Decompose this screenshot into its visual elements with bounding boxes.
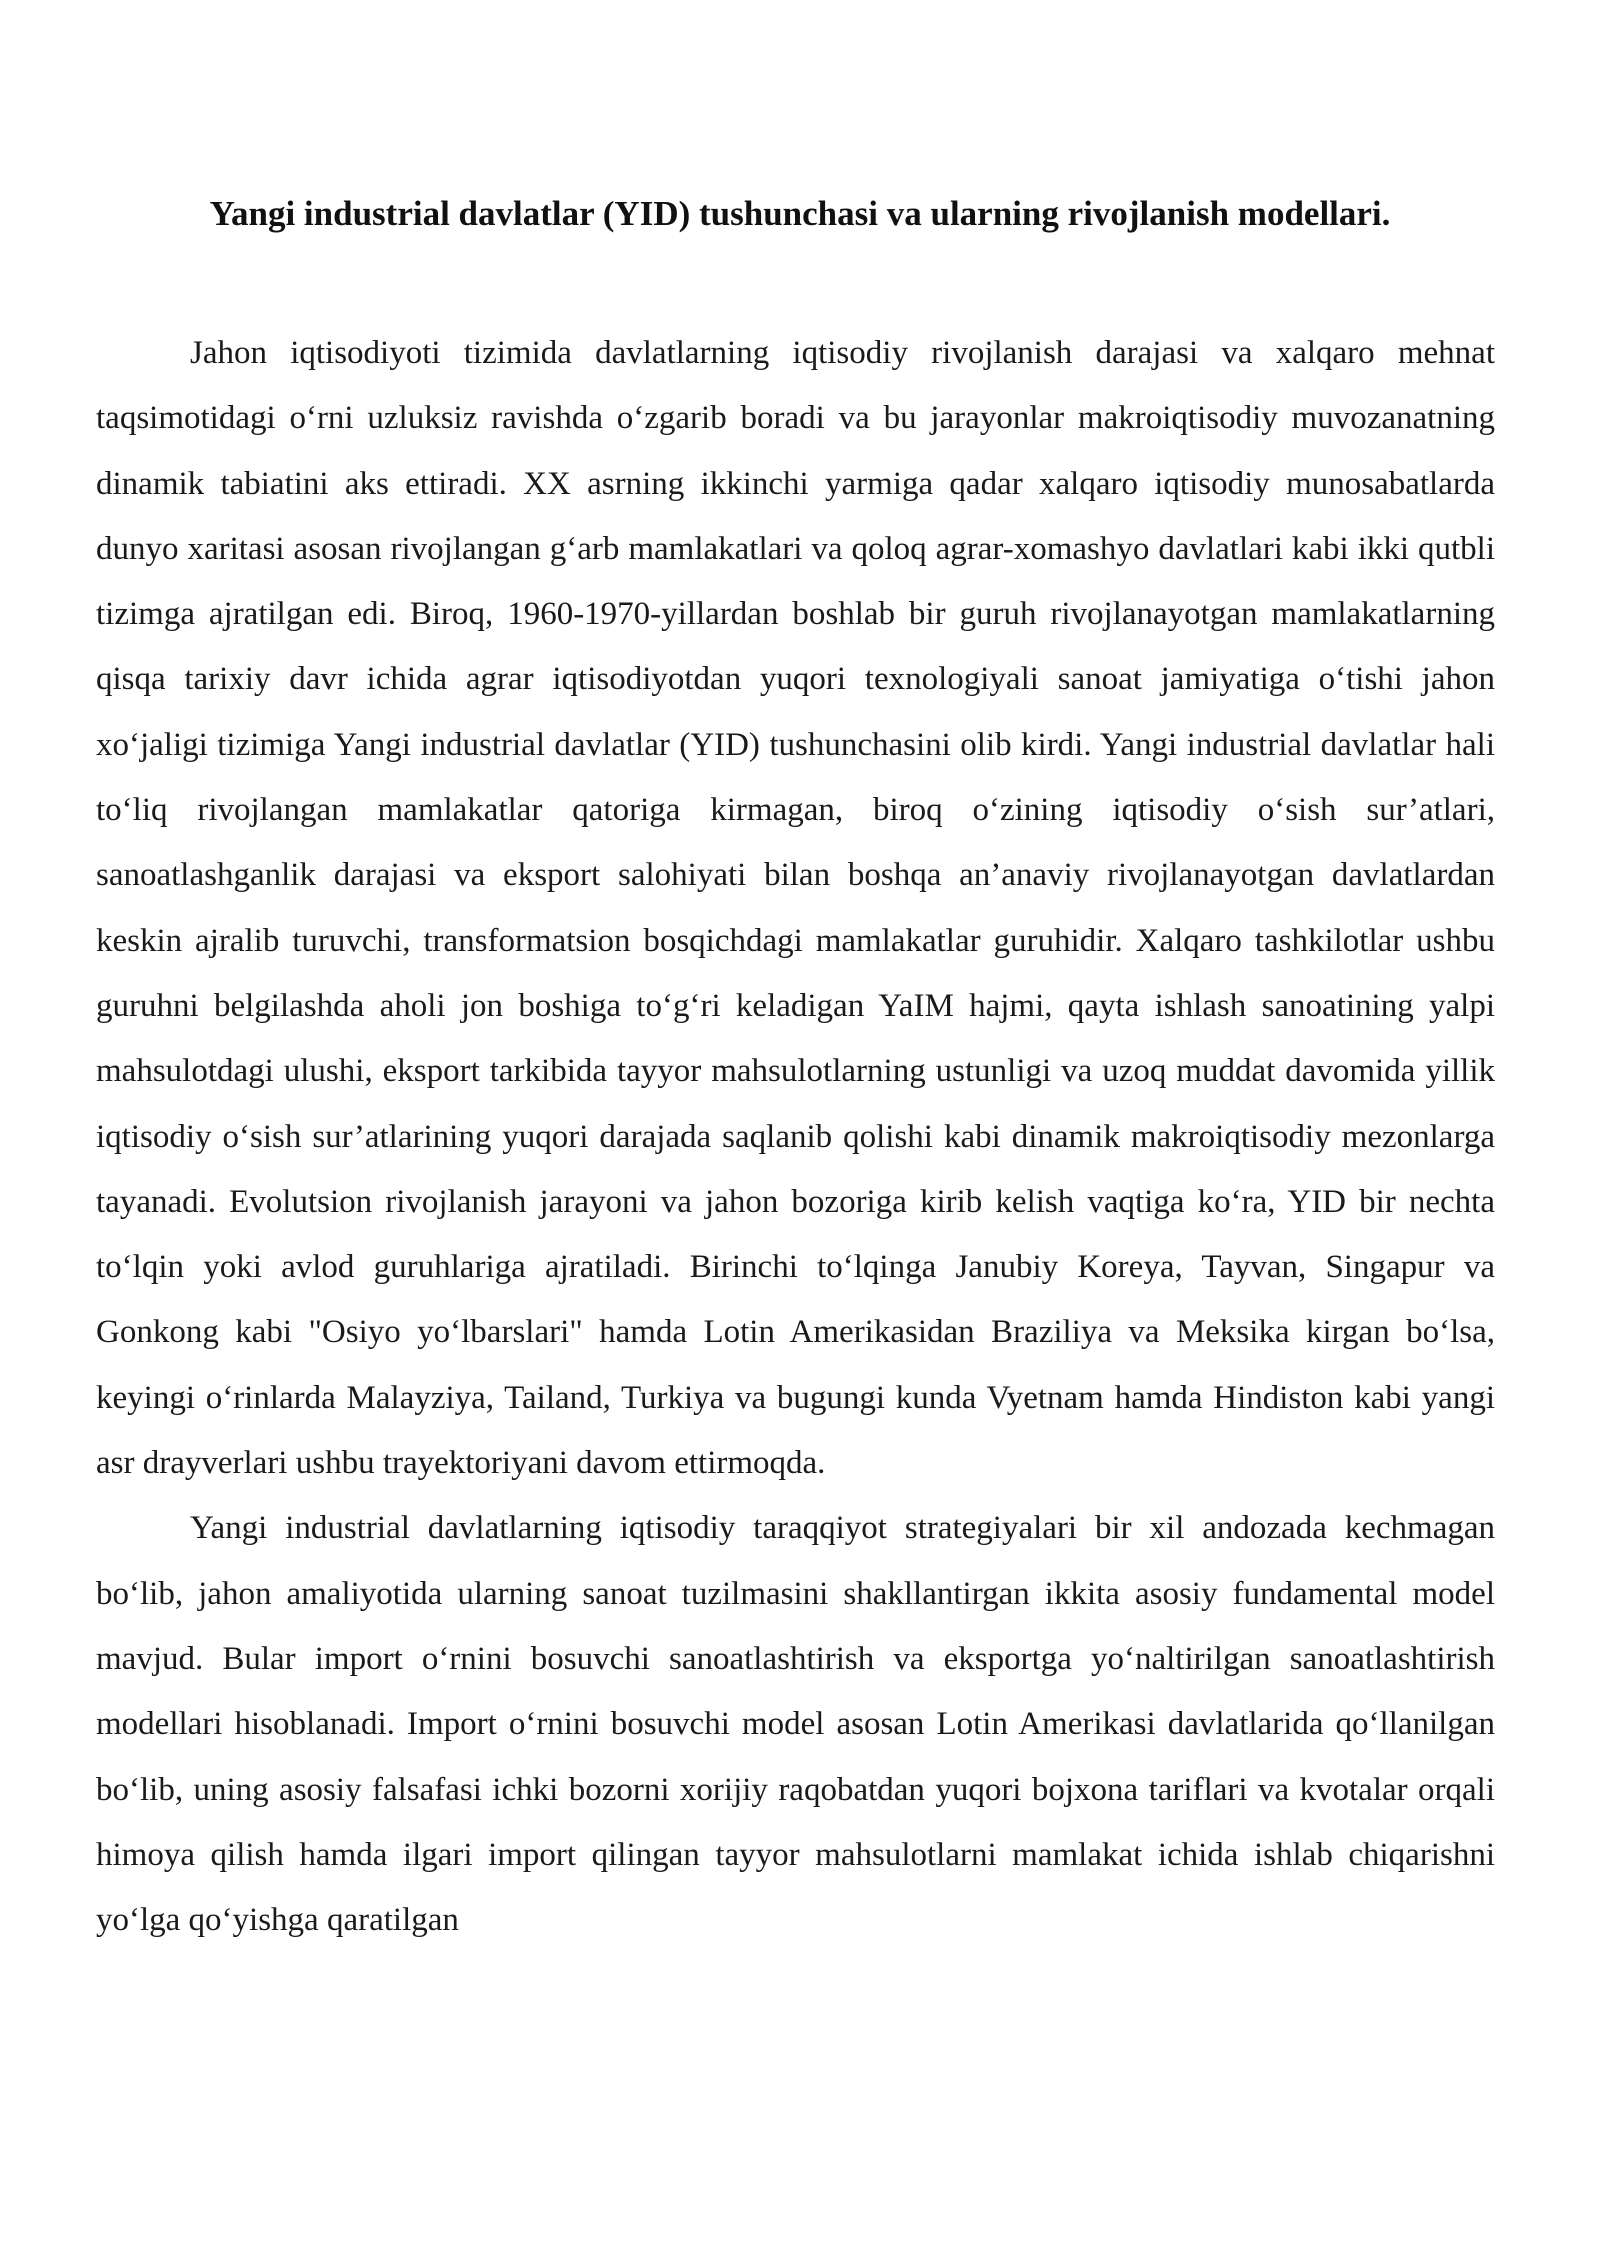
document-body: [96, 321, 1495, 1953]
body-paragraph-1: Jahon iqtisodiyoti tizimida davlatlarning iqtisodiy rivojlanish darajasi va xalqaro mehnat taqsimotidagi o‘rni uzluksiz ravishda o‘zgarib boradi va bu jarayonlar makroiqtisodiy muvozanatning dinamik tabiatini aks ettiradi. XX asrning ikkinchi yarmiga qadar xalqaro iqtisodiy munosabatlarda dunyo xaritasi asosan rivojlangan g‘arb mamlakatlari va qoloq agrar-xomashyo davlatlari kabi ikki qutbli tizimga ajratilgan edi. Biroq, 1960-1970-yillardan boshlab bir guruh rivojlanayotgan mamlakatlarning qisqa tarixiy davr ichida agrar iqtisodiyotdan yuqori texnologiyali sanoat jamiyatiga o‘tishi jahon xo‘jaligi tizimiga Yangi industrial davlatlar (YID) tushunchasini olib kirdi. Yangi industrial davlatlar hali to‘liq rivojlangan mamlakatlar qatoriga kirmagan, biroq o‘zining iqtisodiy o‘sish sur’atlari, sanoatlashganlik darajasi va eksport salohiyati bilan boshqa an’anaviy rivojlanayotgan davlatlardan keskin ajralib turuvchi, transformatsion bosqichdagi mamlakatlar guruhidir. Xalqaro tashkilotlar ushbu guruhni belgilashda aholi jon boshiga to‘g‘ri keladigan YaIM hajmi, qayta ishlash sanoatining yalpi mahsulotdagi ulushi, eksport tarkibida tayyor mahsulotlarning ustunligi va uzoq muddat davomida yillik iqtisodiy o‘sish sur’atlarining yuqori darajada saqlanib qolishi kabi dinamik makroiqtisodiy mezonlarga tayanadi. Evolutsion rivojlanish jarayoni va jahon bozoriga kirib kelish vaqtiga ko‘ra, YID bir nechta to‘lqin yoki avlod guruhlariga ajratiladi. Birinchi to‘lqinga Janubiy Koreya, Tayvan, Singapur va Gonkong kabi "Osiyo yo‘lbarslari" hamda Lotin Amerikasidan Braziliya va Meksika kirgan bo‘lsa, keyingi o‘rinlarda Malayziya, Tailand, Turkiya va bugungi kunda Vyetnam hamda Hindiston kabi yangi asr drayverlari ushbu trayektoriyani davom ettirmoqda.: [96, 335, 1495, 1482]
body-paragraph-2: Yangi industrial davlatlarning iqtisodiy taraqqiyot strategiyalari bir xil andozada kechmagan bo‘lib, jahon amaliyotida ularning sanoat tuzilmasini shakllantirgan ikkita asosiy fundamental model mavjud. Bular import o‘rnini bosuvchi sanoatlashtirish va eksportga yo‘naltirilgan sanoatlashtirish modellari hisoblanadi. Import o‘rnini bosuvchi model asosan Lotin Amerikasi davlatlarida qo‘llanilgan bo‘lib, uning asosiy falsafasi ichki bozorni xorijiy raqobatdan yuqori bojxona tariflari va kvotalar orqali himoya qilish hamda ilgari import qilingan tayyor mahsulotlarni mamlakat ichida ishlab chiqarishni yo‘lga qo‘yishga qaratilgan: [96, 1510, 1495, 1939]
document-title: Yangi industrial davlatlar (YID) tushunchasi va ularning rivojlanish modellari.: [209, 194, 1391, 233]
